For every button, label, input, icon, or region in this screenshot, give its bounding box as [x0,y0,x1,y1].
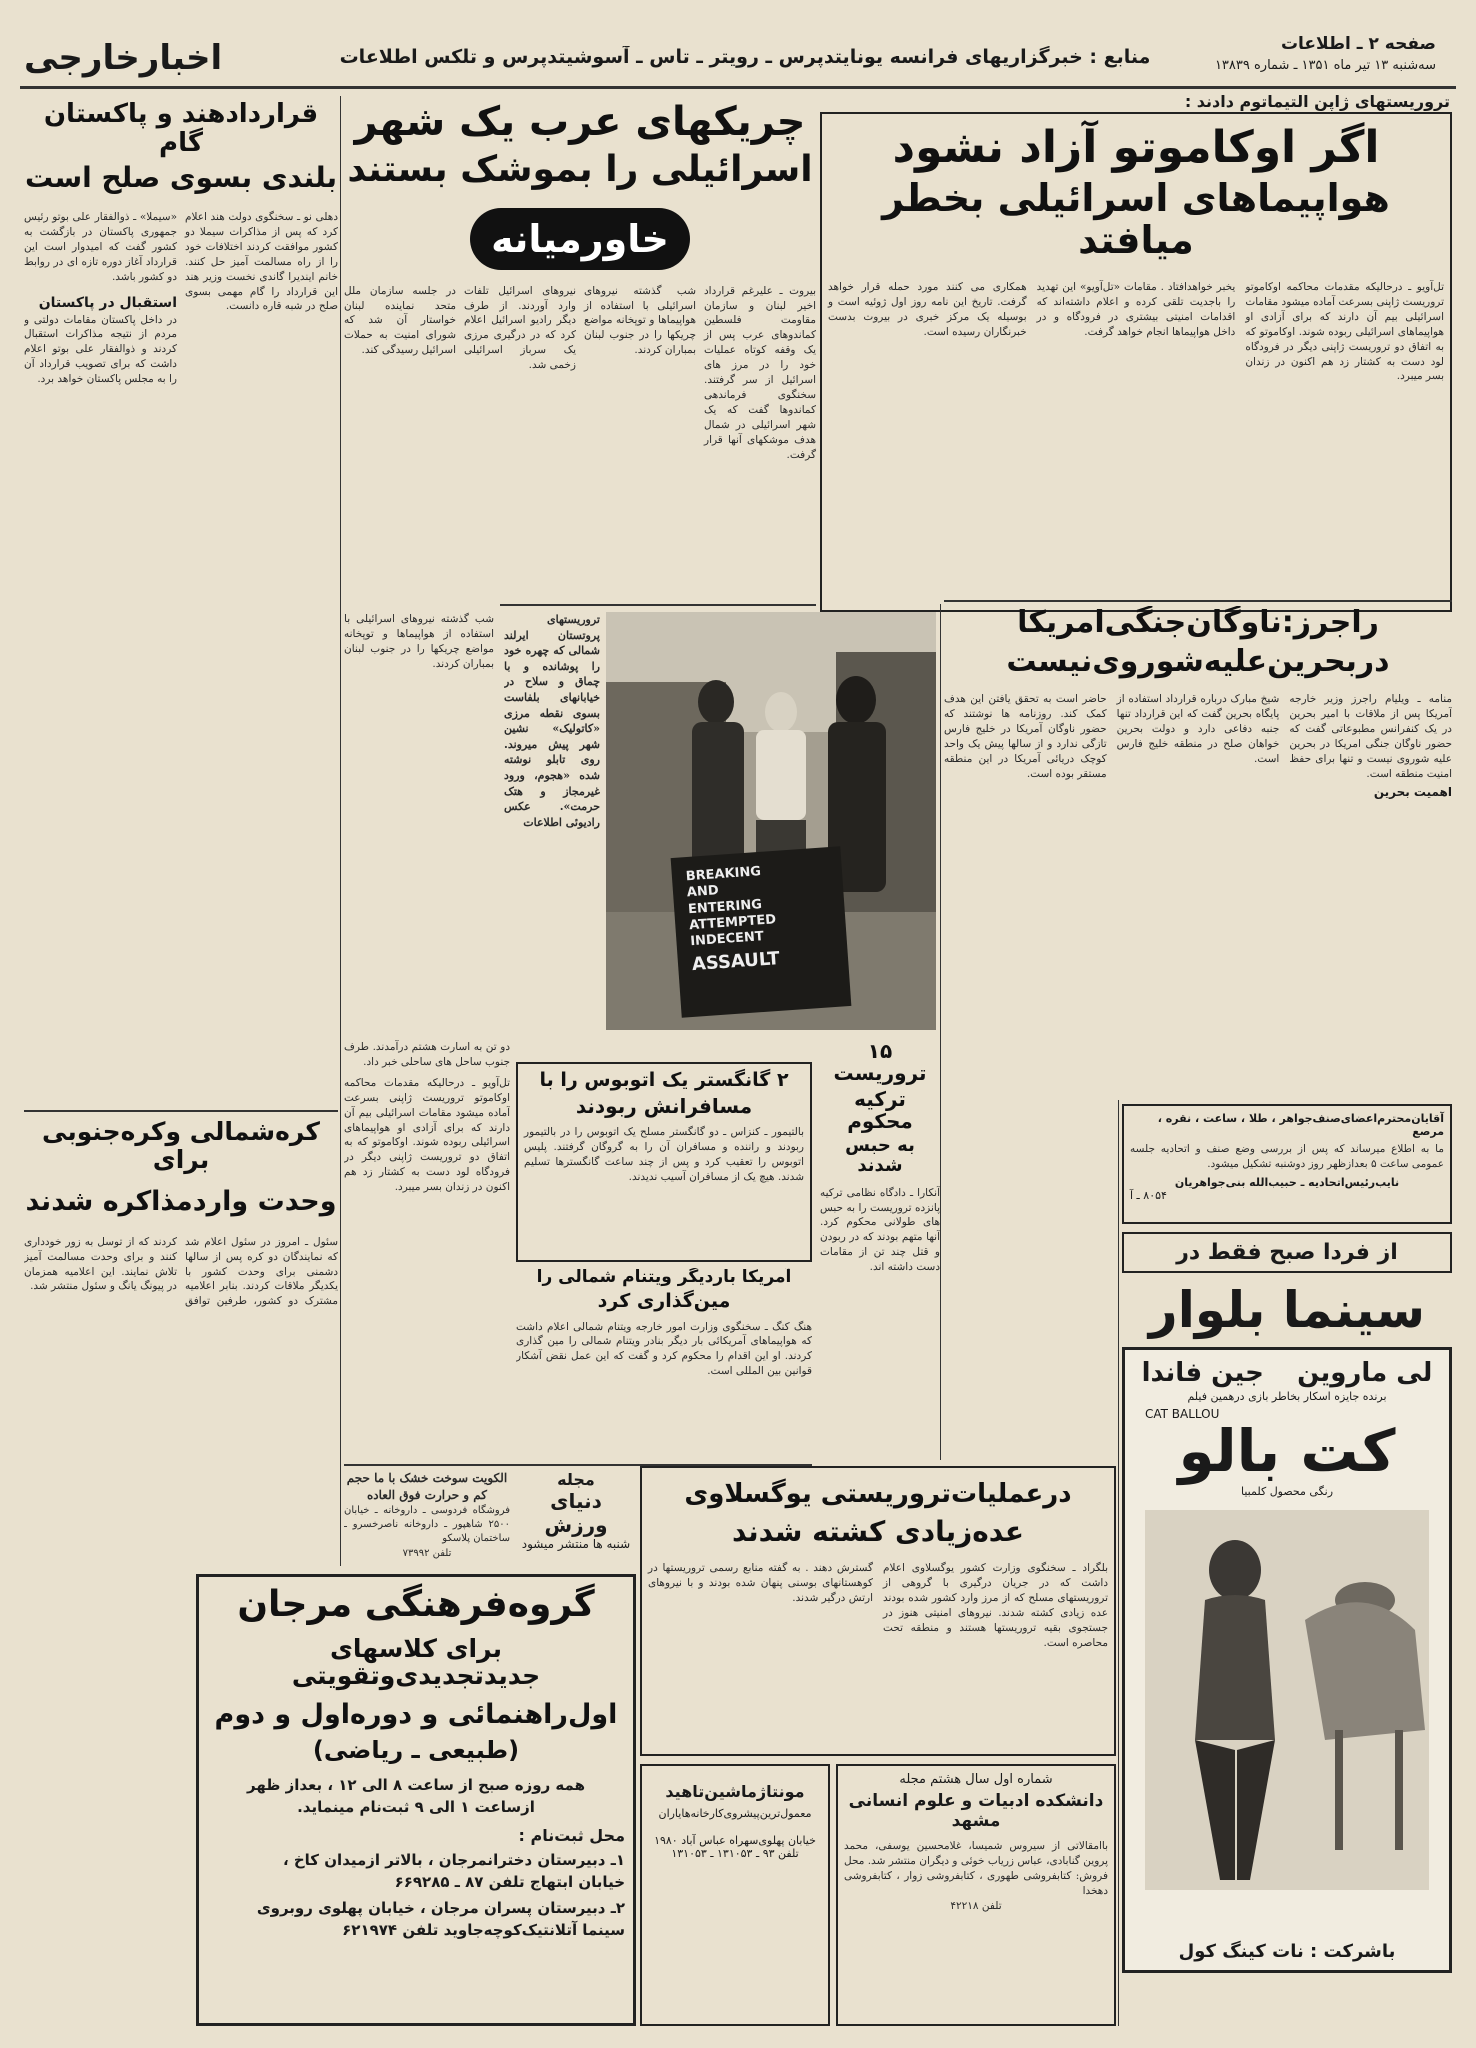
misc-text-1: دو تن به اسارت هشتم درآمدند. طرف جنوب ساحل های ساحلی خبر داد. [344,1041,510,1068]
okamoto-col-2: یخبر خواهدافتاد . مقامات «تل‌آویو» این تهدید را باجدیت تلقی کرده و اعلام داشته‌اند که اقدامات امنیتی بیشتری در فرودگاه و در داخل هواپیماها انجام خواهد گرفت. [1036,280,1236,338]
column-rule-3 [1118,1100,1119,2026]
page-info: صفحه ۲ ـ اطلاعات [1280,34,1436,54]
mideast-banner: خاورمیانه [470,208,690,270]
rogers-headline-1: راجرز:ناوگان‌جنگی‌امریکا [1017,606,1379,640]
koreas-headline-2: وحدت واردمذاکره شدند [25,1186,337,1217]
mideast-col-2: شب گذشته نیروهای اسرائیلی با استفاده از هواپیماها و توپخانه مواضع چریکها را در جنوب لبنان بمباران کردند. [584,284,696,357]
sign-line-1: BREAKING [685,864,762,885]
bus-text: بالتیمور ـ کنزاس ـ دو گانگستر مسلح یک اتوبوس را در بالتیمور ربودند و راننده و مسافران آن را به گروگان گرفتند. پلیس اتوبوس را تعقیب کرد و پس از چند ساعت گانگسترها تسلیم شدند. هیچ یک از مسافران آسیب ندیدند. [524,1125,804,1183]
jewelry-title: آقایان‌محترم‌اعضای‌صنف‌جواهر ، طلا ، ساعت ، نقره ، مرصع [1157,1112,1444,1138]
morjan-title: گروه‌فرهنگی مرجان [237,1584,595,1625]
rogers-headline-2: دربحرین‌علیه‌شوروی‌نیست [1006,644,1390,679]
cinema-film-fa: کت بالو [1178,1417,1396,1485]
yugoslavia-headline-1: درعملیات‌تروریستی یوگسلاوی [684,1479,1072,1509]
turkey-headline-3: به حبس شدند [845,1135,915,1176]
okamoto-headline-1: اگر اوکاموتو آزاد نشود [892,122,1380,173]
protest-sign-text [685,859,844,1009]
mideast-col-3: نیروهای اسرائیل تلفات وارد آوردند. از طرف دیگر رادیو اسرائیل اعلام کرد که در درگیری مرزی یک سرباز اسرائیلی زخمی شد. [464,284,576,372]
fuel-ad-text: فروشگاه فردوسی ـ داروخانه ـ خیابان ۲۵۰۰ شاهپور ـ داروخانه ناصرخسرو ـ ساختمان پلاسکو [344,1505,510,1545]
morjan-line-1: برای کلاسهای جدیدتجدیدی‌وتقویتی [291,1633,541,1691]
jewelry-text: ما به اطلاع میرساند که پس از بررسی وضع صنف و اتحادیه جلسه عمومی ساعت ۵ بعدازظهر روز دوشنبه تشکیل میشود. [1130,1143,1444,1170]
pakistan-article [24,100,338,1110]
university-text: باامقالاتی از سیروس شمیسا، غلامحسین یوسفی، محمد پروین گنابادی، عباس زریاب خوئی و دیگران منتشر شد. محل فروش: کتابفروشی طهوری ، کتابفروشی زوار ، کتابفروشی دهخدا [844,1840,1108,1897]
okamoto-article [820,112,1452,612]
yugoslavia-text-2: گسترش دهند . به گفته منابع رسمی تروریستها در کوهستانهای بوسنی پنهان شده بودند و با نیروهای ارتش درگیر شدند. [648,1562,873,1605]
okamoto-headline-2: هواپیماهای اسرائیلی بخطر میافتد [882,176,1390,263]
cinema-actors [1125,1350,1449,1388]
machine-ad-subtitle: معمول‌ترین‌پیشروی‌کارخانه‌هایاران [658,1807,812,1820]
sign-line-4: ATTEMPTED [688,911,777,933]
mideast-col-4: در جلسه سازمان ملل متحد نماینده لبنان خواستار آن شد که شورای امنیت به حملات اسرائیل رسیدگی کند. [344,284,456,357]
yugoslavia-article [640,1466,1116,1756]
koreas-headline-1: کره‌شمالی وکره‌جنوبی برای [42,1118,320,1174]
rogers-article [944,606,1452,1096]
pakistan-col-3: در داخل پاکستان مقامات دولتی و مردم از نتیجه مذاکرات استقبال کردند و ذوالفقار علی بوتو اعلام داشت که برای تصویب قرارداد آن را به مجلس پاکستان خواهد برد. [24,313,177,386]
vietnam-headline-2: مین‌گذاری کرد [597,1289,731,1312]
page-header [0,0,1476,100]
machine-ad [640,1764,830,2026]
sign-line-2: AND [686,883,720,901]
turkey-headline-2: ترکیه محکوم [847,1087,913,1133]
machine-ad-address: خیابان پهلوی‌سهراه عباس آباد ۱۹۸۰ تلفن ۹۳ ـ ۱۳۱۰۵۳ ـ ۱۳۱۰۵۳ [654,1834,816,1860]
morjan-hours-1: همه روزه صبح از ساعت ۸ الی ۱۲ ، بعداز ظهر [247,1775,585,1794]
morjan-line-2: اول‌راهنمائی و دوره‌اول و دوم [214,1698,618,1730]
rogers-col-1: منامه ـ ویلیام راجرز وزیر خارجه آمریکا پس از ملاقات با امیر بحرین در یک کنفرانس مطبوعاتی گفت که حضور ناوگان جنگی امریکا در بحرین علیه شوروی نیست و تنها برای حفظ امنیت منطقه است. [1289,693,1452,780]
morjan-hours-2: ازساعت ۱ الی ۹ ثبت‌نام مینماید. [297,1797,535,1816]
cinema-ad [1122,1232,1452,2026]
morjan-reg-label: محل ثبت‌نام : [518,1825,625,1845]
mideast-headline-1: چریکهای عرب یک شهر [354,100,806,145]
vietnam-text: هنگ کنگ ـ سخنگوی وزارت امور خارجه ویتنام شمالی اعلام داشت که هواپیماهای آمریکائی بار دیگر بنادر ویتنام شمالی را مین گذاری کردند. او این اقدام را محکوم کرد و گفت که این عمل نقض آشکار قوانین بین المللی است. [516,1320,812,1378]
header-rule [20,86,1456,89]
university-ad [836,1764,1116,2026]
morjan-addr-2: ۲ـ دبیرستان پسران مرجان ، خیابان پهلوی روبروی [256,1898,625,1917]
okamoto-col-3: همکاری می کنند مورد حمله قرار خواهد گرفت. تاریخ این نامه روز اول ژوئیه است و بوسیله یک مرکز خبری در بیروت بدست خبرنگاران رسیده است. [827,280,1027,338]
mideast-continuation: شب گذشته نیروهای اسرائیلی با استفاده از هواپیماها و توپخانه مواضع چریکها را در جنوب لبنان بمباران کردند. [344,613,494,670]
koreas-top-rule [24,1110,338,1112]
yugoslavia-headline-2: عده‌زیادی کشته شدند [731,1514,1025,1548]
cinema-poster-image [1125,1510,1449,1910]
date-issue: سه‌شنبه ۱۳ تیر ماه ۱۳۵۱ ـ شماره ۱۳۸۳۹ [1214,58,1436,73]
turkey-headline-1: ۱۵ تروریست [833,1040,927,1085]
rogers-top-rule [944,600,1452,602]
column-rule-2 [940,604,941,1460]
mideast-headline-2: اسرائیلی را بموشک بستند [347,149,813,190]
morjan-addr-2b: سینما آتلانتیک‌کوچه‌جاوید تلفن ۶۲۱۹۷۴ [342,1920,625,1939]
vietnam-headline-1: آمریکا باردیگر ویتنام شمالی را [536,1268,792,1287]
morjan-ad [196,1574,636,2026]
university-top: شماره اول سال هشتم مجله [899,1772,1053,1787]
turkey-story [820,1040,940,1480]
magazine-ad [516,1470,636,1570]
bus-hijack-article [516,1062,812,1262]
okamoto-kicker: تروریستهای ژاپن التیماتوم دادند : [1184,92,1450,111]
cinema-film-en: CAT BALLOU [1145,1407,1220,1421]
university-title: دانشکده ادبیات و علوم انسانی مشهد [848,1791,1104,1831]
koreas-text: سئول ـ امروز در سئول اعلام شد که نمایندگان دو کره پس از سالها دشمنی برای وحدت کشور با یکدیگر ملاقات کردند. بنابر اعلامیه مشترک دو کشور، طرفین توافق کردند که از توسل به زور خودداری کنند و برای وحدت مسالمت آمیز تلاش نمایند. این اعلامیه همزمان در پیونگ یانگ و سئول منتشر شد. [24,1235,338,1308]
belfast-photo [606,612,936,1030]
center-left-column [344,1040,510,1460]
jewelry-sign: نایب‌رئیس‌اتحادیه ـ حبیب‌الله‌ بنی‌جواهریان [1174,1175,1400,1189]
fuel-ad-phone: تلفن ۷۳۹۹۲ [402,1547,452,1559]
magazine-note: شنبه ها منتشر میشود [521,1537,631,1551]
cinema-actor-2: جین فاندا [1141,1358,1264,1388]
okamoto-col-1: تل‌آویو ـ درحالیکه مقدمات محاکمه اوکاموتو تروریست ژاپنی بسرعت آماده میشود مقامات اسرائیلی بیم آن دارند که برای آزادی او هواپیماهای اسرائیلی ربوده شوند. اوکاموتو که به اتفاق دو تروریست ژاپنی دیگر در فرودگاه لود دست به کشتار زد هم اکنون در زندان بسر میبرد. [1245,280,1444,383]
section-title: اخبارخارجی [24,38,223,78]
sign-line-6: ASSAULT [691,948,781,976]
university-phone: تلفن ۴۲۲۱۸ [950,1899,1002,1912]
cinema-bottom: باشرکت : نات کینگ کول [1178,1941,1396,1962]
cinema-color: رنگی محصول کلمبیا [1240,1485,1334,1498]
photo-top-rule [500,604,816,606]
cinema-actor-1: لی ماروین [1297,1358,1433,1388]
cinema-note: برنده جایزه اسکار بخاطر بازی درهمین فیلم [1187,1390,1387,1403]
vietnam-article [516,1268,812,1460]
bus-headline-2: مسافرانش ربودند [575,1093,753,1118]
morjan-addr-1b: خیابان ابتهاج تلفن ۸۷ ـ ۶۶۹۲۸۵ [394,1872,625,1891]
mideast-col-1: بیروت ـ علیرغم قرارداد اخیر لبنان و سازمان مقاومت فلسطین کماندوهای عرب پس از یک وقفه کوتاه عملیات خود را در مرز های اسرائیل از سر گرفتند. سخنگوی فرماندهی کماندوها گفت که یک شهر اسرائیلی در شمال هدف موشکهای آنها قرار گرفت. [704,284,816,461]
cinema-name: سینما بلوار [1148,1281,1426,1339]
sign-line-5: INDECENT [689,929,765,950]
machine-ad-title: مونتاژ‌ماشین‌تاهید [665,1782,805,1801]
fuel-ad [344,1470,510,1570]
fuel-ad-title: الکویت سوخت خشک با ما حجم کم و حرارت فوق العاده [346,1471,508,1503]
jewelry-notice [1122,1104,1452,1224]
pakistan-col-2: «سیملا» ـ ذوالفقار علی بوتو رئیس جمهوری پاکستان در بازگشت به کشور گفت که امیدوار است این قرارداد آغاز دوره تازه ای در روابط دو کشور باشد. [24,210,177,283]
cinema-top: از فردا صبح فقط در [1122,1232,1452,1273]
rogers-subhead: اهمیت بحرین [1373,785,1452,800]
yugoslavia-text: بلگراد ـ سخنگوی وزارت کشور یوگسلاوی اعلام داشت که در جریان درگیری با گروهی از تروریستهای مسلح که از مرز وارد کشور شده بودند عده زیادی کشته شدند. نیروهای امنیتی هنوز در جستجوی بقیه تروریستها هستند و منطقه تحت محاصره است. [883,1562,1108,1649]
rogers-col-3: حاضر است به تحقق یافتن این هدف کمک کند. روزنامه ها نوشتند که حضور ناوگان آمریکا در خلیج فارس تازگی ندارد و از سالها پیش یک واحد کوچک دریائی آمریکا در این منطقه مستقر بوده است. [944,693,1107,780]
mideast-article [344,100,816,600]
misc-text-2: تل‌آویو ـ درحالیکه مقدمات محاکمه اوکاموتو تروریست ژاپنی بسرعت آماده میشود مقامات اسرائیلی بیم آن دارند که برای آزادی او هواپیماهای اسرائیلی ربوده شوند. اوکاموتو که به اتفاق دو تروریست ژاپنی دیگر در فرودگاه لود دست به کشتار زد هم اکنون در زندان بسر میبرد. [344,1076,510,1194]
pakistan-headline-2: بلندی بسوی صلح است [24,161,338,195]
rogers-col-2: شیخ مبارک درباره قرارداد استفاده از پایگاه بحرین گفت که این قرارداد تنها جنبه دفاعی دارد و دولت بحرین خواهان صلح در منطقه خلیج فارس است. [1116,693,1280,765]
morjan-line-3: (طبیعی ـ ریاضی) [312,1736,520,1765]
sign-line-3: ENTERING [687,896,763,917]
photo-caption: تروریستهای پروتستان ایرلند شمالی که چهره خود را پوشانده و با چماق و سلاح در خیابانهای بلفاست بسوی نقطه مرزی «کاتولیک» نشین شهر پیش میروند. روی تابلو نوشته شده «هجوم، ورود غیرمجاز و هتک حرمت». عکس رادیوئی اطلاعات [504,613,600,829]
pakistan-headline-1: قراردادهند و پاکستان گام [43,100,319,158]
cinema-poster [1122,1347,1452,1973]
magazine-title: دنیای ورزش [544,1489,608,1537]
pakistan-col-1: دهلی نو ـ سخنگوی دولت هند اعلام کرد که پس از مذاکرات سیملا دو کشور موافقت کردند اختلافات خود را از راه مسالمت آمیز حل کنند. خانم ایندیرا گاندی نخست وزیر هند این قرارداد را گام مهمی بسوی صلح در شبه قاره دانست. [185,210,338,313]
bus-headline-1: ۲ گانگستر یک اتوبوس را با [539,1069,789,1091]
magazine-label: مجله [557,1470,595,1489]
pakistan-subhead: استقبال در پاکستان [38,294,177,311]
morjan-addr-1: ۱ـ دبیرستان دخترانمرجان ، بالاتر ازمیدان کاخ ، [282,1850,625,1869]
news-sources: منابع : خبرگزاریهای فرانسه یونایتدپرس ـ رویتر ـ تاس ـ آسوشیتدپرس و تلکس اطلاعات [339,46,1151,68]
jewelry-phone: ۸۰۵۴ ـ آ [1130,1188,1167,1202]
turkey-text: آنکارا ـ دادگاه نظامی ترکیه پانزده تروریست را به حبس های طولانی محکوم کرد. آنها متهم بودند که در ربودن و قتل چند تن از مقامات دست داشته اند. [820,1186,940,1274]
column-rule-1 [340,96,341,1566]
